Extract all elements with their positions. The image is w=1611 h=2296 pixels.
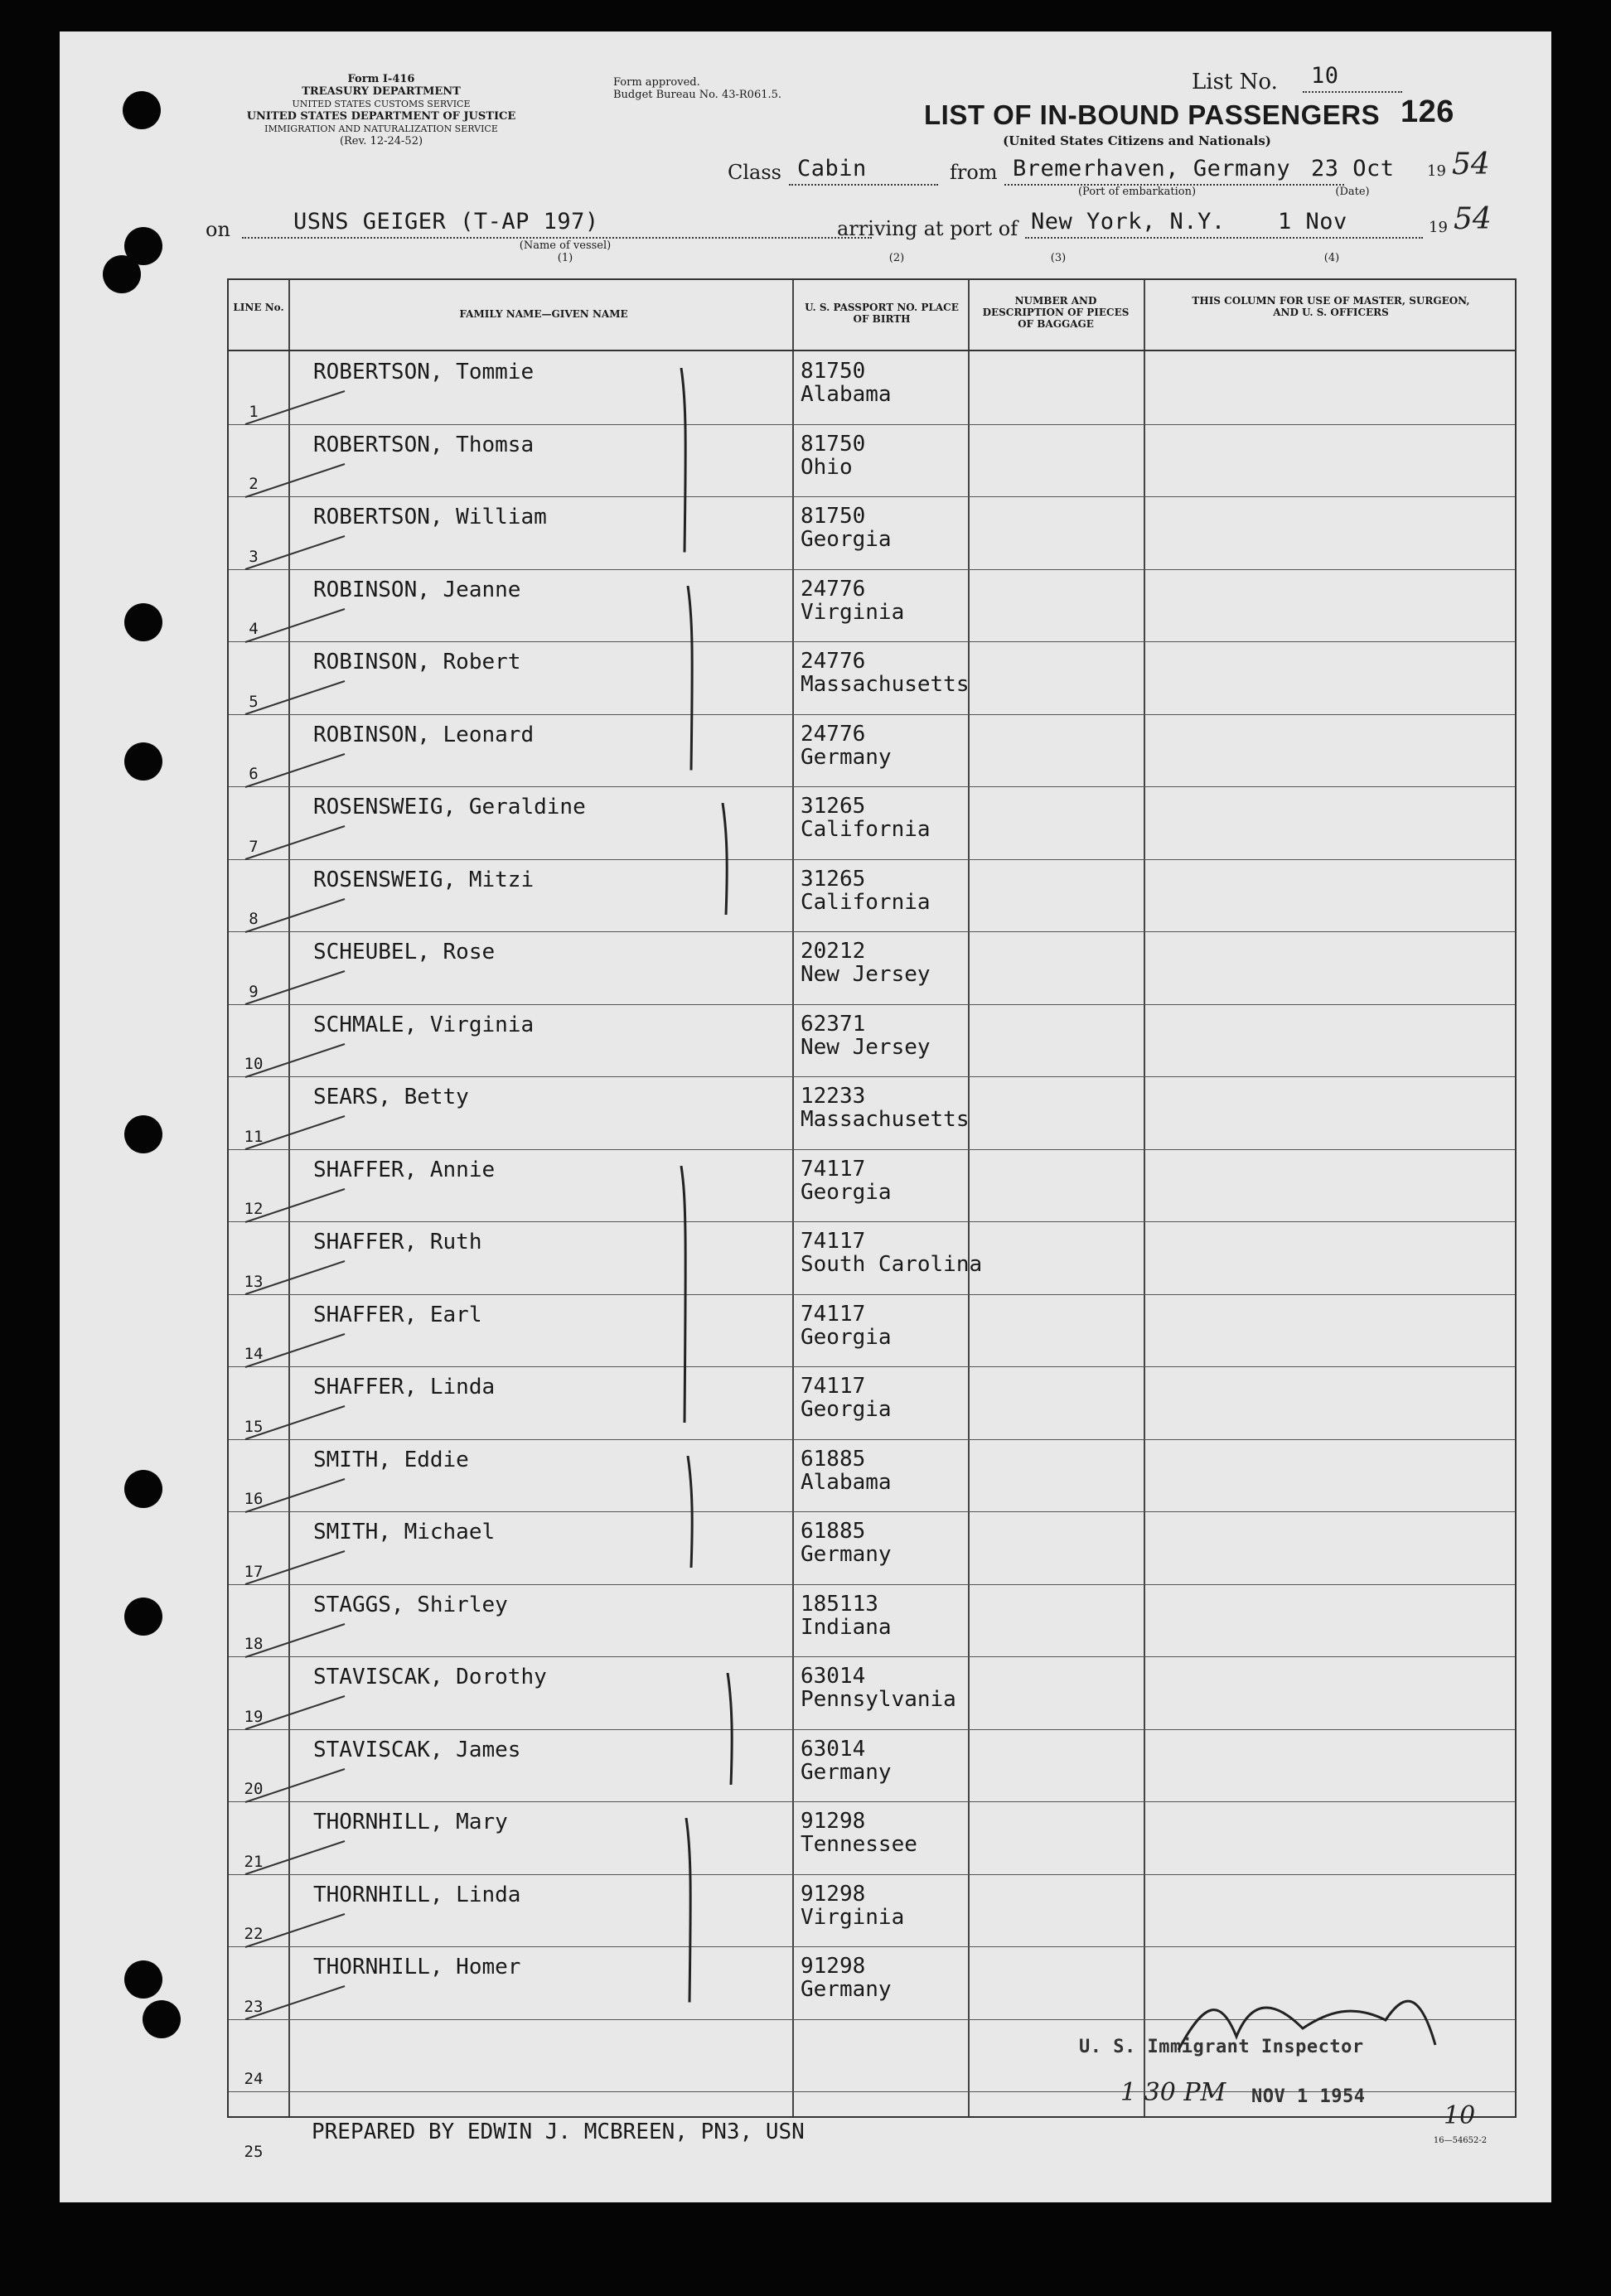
table-row <box>229 1946 1515 2019</box>
ins-service: IMMIGRATION AND NATURALIZATION SERVICE <box>264 123 498 134</box>
birthplace: Ohio <box>801 454 853 480</box>
punch-hole <box>124 742 162 781</box>
revision: (Rev. 12-24-52) <box>339 135 423 147</box>
passport-number: 24776 <box>801 576 866 602</box>
table-row <box>229 641 1515 714</box>
birthplace: Tennessee <box>801 1832 917 1857</box>
stamp-date: NOV 1 1954 <box>1251 2086 1366 2107</box>
birthplace: Alabama <box>801 382 892 407</box>
col-name: FAMILY NAME—GIVEN NAME <box>459 308 628 320</box>
passenger-name: PREPARED BY EDWIN J. MCBREEN, PN3, USN <box>312 2120 805 2144</box>
passport-cell <box>801 795 931 841</box>
birthplace: Georgia <box>801 527 892 552</box>
class-line <box>789 184 938 186</box>
check-mark <box>237 1526 353 1593</box>
birthplace: Georgia <box>801 1324 892 1350</box>
line-number: 23 <box>244 1997 264 2016</box>
vessel-caption: (Name of vessel) <box>519 239 612 252</box>
from-label: from <box>950 161 998 184</box>
line-number: 4 <box>249 620 259 638</box>
birthplace: New Jersey <box>801 962 931 987</box>
line-number: 7 <box>249 837 259 856</box>
passenger-name: ROBINSON, Jeanne <box>313 577 521 602</box>
passenger-name: SCHMALE, Virginia <box>313 1012 535 1037</box>
col-officers: THIS COLUMN FOR USE OF MASTER, SURGEON, AND U. S. OFFICERS <box>1192 295 1470 318</box>
check-mark <box>237 1599 353 1665</box>
from-value: Bremerhaven, Germany <box>1013 156 1291 181</box>
table-row <box>229 1004 1515 1077</box>
passport-number: 62371 <box>801 1011 866 1037</box>
col-baggage: NUMBER AND DESCRIPTION OF PIECES OF BAGGAGE <box>982 295 1130 330</box>
passport-number: 81750 <box>801 431 866 457</box>
page-number: 126 <box>1401 94 1454 129</box>
line-number: 5 <box>249 692 259 711</box>
col4-marker: (4) <box>1323 252 1340 264</box>
line-number: 21 <box>244 1852 264 1871</box>
passport-number: 61885 <box>801 1519 866 1544</box>
on-label: on <box>206 218 230 241</box>
passenger-name: THORNHILL, Mary <box>313 1810 508 1834</box>
table-row <box>229 1076 1515 1149</box>
birthplace: Germany <box>801 1977 892 2002</box>
vessel-line <box>242 237 872 239</box>
passport-number: 12233 <box>801 1084 866 1109</box>
check-mark <box>237 1889 353 1955</box>
table-row <box>229 351 1515 424</box>
form-code: 16—54652-2 <box>1433 2136 1488 2145</box>
passenger-name: THORNHILL, Linda <box>313 1882 521 1907</box>
handwritten-time: 1 30 PM <box>1120 2078 1226 2107</box>
passenger-name: ROSENSWEIG, Geraldine <box>313 795 586 819</box>
passport-cell <box>801 1375 892 1421</box>
line-number: 8 <box>249 910 259 928</box>
handwritten-page-number: 10 <box>1444 2101 1476 2130</box>
passport-number: 24776 <box>801 649 866 674</box>
table-row <box>229 496 1515 569</box>
line-number: 6 <box>249 765 259 783</box>
page-title: LIST OF IN-BOUND PASSENGERS <box>924 99 1381 130</box>
line-number: 9 <box>249 982 259 1001</box>
punch-hole <box>124 603 162 641</box>
date-caption: (Date) <box>1335 186 1370 198</box>
form-approval <box>613 76 829 101</box>
line-number: 3 <box>249 547 259 566</box>
passenger-name: SCHEUBEL, Rose <box>313 940 496 964</box>
passenger-name: SMITH, Michael <box>313 1520 496 1544</box>
check-mark <box>237 1744 353 1810</box>
line-number: 18 <box>244 1635 264 1653</box>
passport-number: 91298 <box>801 1954 866 1979</box>
passenger-name: ROSENSWEIG, Mitzi <box>313 867 535 892</box>
line-number: 14 <box>244 1345 264 1363</box>
col3-marker: (3) <box>1050 252 1067 264</box>
budget-bureau: Budget Bureau No. 43-R061.5. <box>613 89 782 101</box>
passport-cell <box>801 1158 892 1204</box>
passenger-name: SMITH, Eddie <box>313 1447 469 1472</box>
punch-hole <box>143 2000 181 2038</box>
class-label: Class <box>728 161 781 184</box>
arrival-date: 1 Nov <box>1278 209 1347 234</box>
justice-dept: UNITED STATES DEPARTMENT OF JUSTICE <box>246 110 516 123</box>
passport-number: 185113 <box>801 1591 878 1617</box>
passport-cell <box>801 1520 892 1566</box>
passport-cell <box>801 1013 931 1059</box>
passport-number: 63014 <box>801 1736 866 1762</box>
passport-cell <box>801 578 904 624</box>
vessel-name: USNS GEIGER (T-AP 197) <box>293 209 599 234</box>
check-mark <box>237 1309 353 1375</box>
col-line-no: LINE No. <box>233 302 284 313</box>
passport-cell <box>801 1448 892 1494</box>
check-mark <box>237 584 353 650</box>
passenger-name: SEARS, Betty <box>313 1085 469 1109</box>
check-mark <box>237 1454 353 1520</box>
passport-cell <box>801 650 970 696</box>
birthplace: Germany <box>801 744 892 770</box>
passport-number: 74117 <box>801 1156 866 1182</box>
arrival-year: 54 <box>1454 202 1492 236</box>
table-row <box>229 931 1515 1004</box>
line-number: 10 <box>244 1055 264 1073</box>
table-row <box>229 1511 1515 1584</box>
family-bracket <box>683 586 699 804</box>
passport-cell <box>801 1738 892 1784</box>
birthplace: Germany <box>801 1759 892 1785</box>
check-mark <box>237 1164 353 1230</box>
passport-cell <box>801 1085 970 1131</box>
manifest-page <box>60 31 1551 2202</box>
passport-number: 61885 <box>801 1446 866 1472</box>
punch-hole <box>123 91 161 129</box>
table-row <box>229 1439 1515 1512</box>
check-mark <box>237 1091 353 1158</box>
list-no-value: 10 <box>1311 63 1339 89</box>
port-caption: (Port of embarkation) <box>1077 186 1197 198</box>
passport-number: 81750 <box>801 504 866 529</box>
list-no-line <box>1303 91 1402 93</box>
line-number: 20 <box>244 1780 264 1798</box>
check-mark <box>237 366 353 433</box>
passport-number: 20212 <box>801 939 866 964</box>
arrival-line <box>1025 237 1423 239</box>
birthplace: California <box>801 817 931 842</box>
table-row <box>229 714 1515 787</box>
check-mark <box>237 1816 353 1883</box>
family-bracket <box>683 1456 699 1601</box>
check-mark <box>237 1671 353 1738</box>
table-row <box>229 1149 1515 1222</box>
punch-hole <box>124 1960 162 1999</box>
passport-number: 63014 <box>801 1664 866 1689</box>
punch-hole <box>124 1598 162 1636</box>
col-passport: U. S. PASSPORT NO. PLACE OF BIRTH <box>805 302 959 325</box>
check-mark <box>237 729 353 795</box>
passenger-name: ROBERTSON, Thomsa <box>313 432 535 457</box>
passport-number: 31265 <box>801 866 866 892</box>
line-number: 11 <box>244 1127 264 1146</box>
line-number: 16 <box>244 1490 264 1508</box>
line-number: 22 <box>244 1925 264 1943</box>
birthplace: Alabama <box>801 1469 892 1495</box>
table-row <box>229 569 1515 642</box>
col1-marker: (1) <box>557 252 573 264</box>
arrival-year-prefix: 19 <box>1429 219 1448 236</box>
passenger-name: SHAFFER, Earl <box>313 1302 482 1327</box>
birthplace: Virginia <box>801 1904 905 1930</box>
passport-cell <box>801 723 892 769</box>
table-row <box>229 1729 1515 1802</box>
passport-cell <box>801 1955 892 2001</box>
passport-cell <box>801 360 892 406</box>
year-value: 54 <box>1452 147 1490 181</box>
passport-cell <box>801 505 892 551</box>
inspector-stamp: U. S. Immigrant Inspector <box>1079 2037 1364 2057</box>
passport-cell <box>801 868 931 914</box>
line-number: 17 <box>244 1562 264 1581</box>
check-mark <box>237 1019 353 1085</box>
birthplace: Georgia <box>801 1397 892 1422</box>
passenger-name: SHAFFER, Annie <box>313 1157 496 1182</box>
birthplace: Massachusetts <box>801 672 970 697</box>
punch-hole <box>124 1470 162 1508</box>
page-subtitle: (United States Citizens and Nationals) <box>1003 133 1271 148</box>
col2-marker: (2) <box>888 252 905 264</box>
passport-number: 81750 <box>801 359 866 384</box>
table-row <box>229 1801 1515 1874</box>
family-bracket <box>718 803 734 948</box>
passport-number: 74117 <box>801 1301 866 1327</box>
check-mark <box>237 946 353 1013</box>
passport-cell <box>801 1665 956 1711</box>
line-number: 1 <box>249 402 259 421</box>
table-row <box>229 1656 1515 1729</box>
passenger-name: ROBINSON, Robert <box>313 650 521 674</box>
passport-cell <box>801 1593 892 1639</box>
birthplace: South Carolina <box>801 1252 983 1277</box>
class-value: Cabin <box>797 156 867 181</box>
treasury-dept: TREASURY DEPARTMENT <box>302 85 461 98</box>
birthplace: California <box>801 889 931 915</box>
family-bracket <box>676 1166 693 1456</box>
line-number: 13 <box>244 1272 264 1291</box>
form-header-left <box>182 73 580 147</box>
punch-hole <box>103 255 141 293</box>
line-number: 24 <box>244 2070 264 2088</box>
passport-number: 74117 <box>801 1229 866 1254</box>
passenger-name: ROBERTSON, Tommie <box>313 360 535 384</box>
birthplace: Virginia <box>801 599 905 625</box>
birthplace: Massachusetts <box>801 1107 970 1132</box>
check-mark <box>237 1381 353 1448</box>
departure-date: 23 Oct <box>1311 156 1395 181</box>
line-number: 19 <box>244 1707 264 1726</box>
table-row <box>229 1294 1515 1367</box>
table-row <box>229 1584 1515 1657</box>
customs-service: UNITED STATES CUSTOMS SERVICE <box>292 99 471 109</box>
arrival-port: New York, N.Y. <box>1031 209 1226 234</box>
check-mark <box>237 656 353 723</box>
passenger-name: SHAFFER, Linda <box>313 1375 496 1399</box>
family-bracket <box>681 1818 698 2036</box>
check-mark <box>237 801 353 868</box>
year-prefix: 19 <box>1427 162 1446 180</box>
passport-number: 91298 <box>801 1809 866 1834</box>
birthplace: Georgia <box>801 1179 892 1205</box>
birthplace: Indiana <box>801 1614 892 1640</box>
birthplace: Germany <box>801 1542 892 1567</box>
family-bracket <box>676 368 693 586</box>
passport-cell <box>801 1883 904 1929</box>
check-mark <box>237 439 353 505</box>
passenger-name: STAVISCAK, James <box>313 1737 521 1762</box>
passport-cell <box>801 940 931 986</box>
table-row <box>229 1366 1515 1439</box>
passenger-name: THORNHILL, Homer <box>313 1955 521 1979</box>
line-number: 12 <box>244 1200 264 1218</box>
birthplace: New Jersey <box>801 1034 931 1060</box>
passport-cell <box>801 433 865 479</box>
table-row <box>229 786 1515 859</box>
passport-number: 74117 <box>801 1374 866 1399</box>
passenger-name: ROBINSON, Leonard <box>313 722 535 747</box>
passenger-name: STAVISCAK, Dorothy <box>313 1665 547 1689</box>
passport-number: 91298 <box>801 1881 866 1907</box>
passport-cell <box>801 1810 917 1856</box>
form-approved: Form approved. <box>613 76 700 89</box>
table-row <box>229 1874 1515 1947</box>
family-bracket <box>723 1673 739 1818</box>
punch-hole <box>124 1115 162 1153</box>
check-mark <box>237 511 353 578</box>
list-no-label: List No. <box>1192 70 1278 94</box>
line-number: 15 <box>244 1417 264 1436</box>
passport-number: 31265 <box>801 794 866 819</box>
birthplace: Pennsylvania <box>801 1687 956 1712</box>
line-number: 2 <box>249 475 259 493</box>
table-row <box>229 424 1515 497</box>
line-number: 25 <box>244 2142 264 2161</box>
form-number: Form I-416 <box>347 73 415 85</box>
passenger-name: SHAFFER, Ruth <box>313 1230 482 1254</box>
check-mark <box>237 1236 353 1303</box>
passenger-name: ROBERTSON, William <box>313 505 547 529</box>
passenger-name: STAGGS, Shirley <box>313 1592 508 1617</box>
table-row <box>229 1221 1515 1294</box>
check-mark <box>237 1961 353 2028</box>
arriving-label: arriving at port of <box>837 217 1018 240</box>
check-mark <box>237 874 353 940</box>
passport-cell <box>801 1303 892 1349</box>
table-row <box>229 859 1515 932</box>
passport-cell <box>801 1230 982 1276</box>
passport-number: 24776 <box>801 721 866 747</box>
